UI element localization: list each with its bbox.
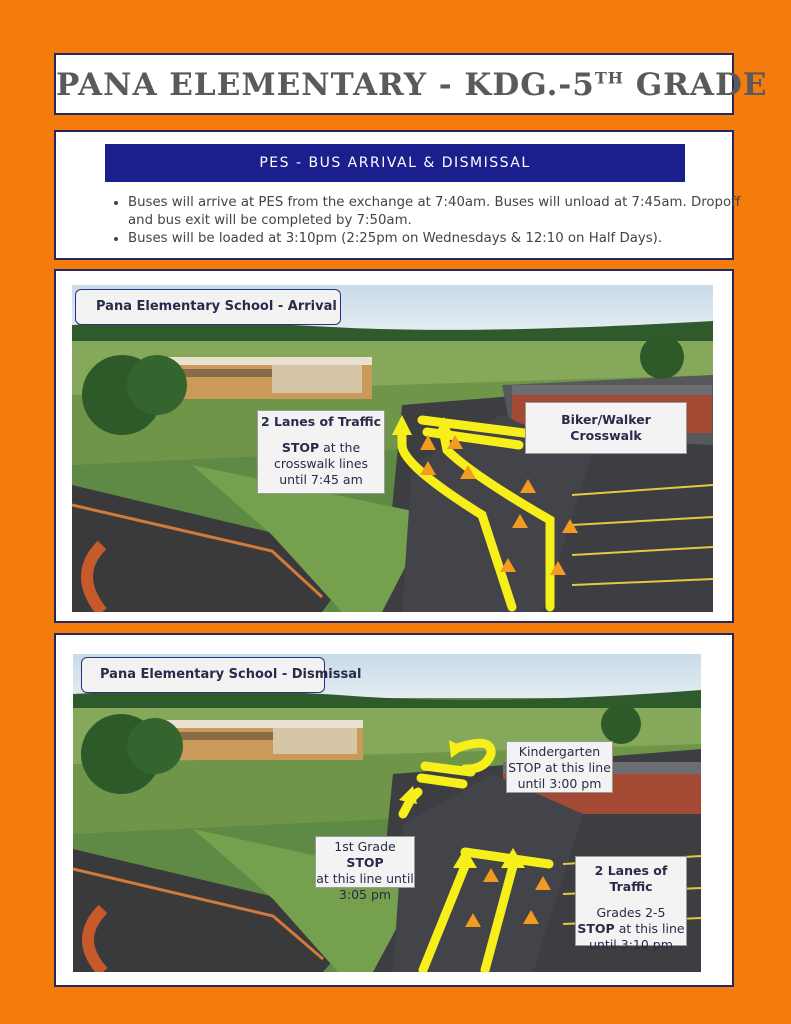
arrival-lanes-line1: 2 Lanes of Traffic [260, 414, 382, 429]
stop-word: STOP [281, 440, 320, 455]
kindergarten-line2: STOP at this line [508, 760, 611, 775]
arrival-panel [54, 269, 734, 623]
bus-notes [76, 194, 748, 248]
dismissal-lanes-line3a: at this line [614, 921, 685, 936]
arrival-lanes-line2b: crosswalk lines [273, 456, 369, 471]
title-panel [54, 53, 768, 115]
arrival-lanes-label [257, 410, 385, 494]
kindergarten-line1: Kindergarten [518, 744, 601, 759]
dismissal-tag: Pana Elementary School - Dismissal [81, 657, 325, 693]
bus-heading: PES - BUS ARRIVAL & DISMISSAL [105, 144, 685, 182]
dismissal-lanes-label [575, 856, 687, 952]
arrival-lanes-line2 [258, 440, 384, 456]
title-superscript: TH [594, 68, 624, 88]
arrival-lanes-line2a: at the [319, 440, 361, 455]
spacer [258, 430, 384, 440]
crosswalk-line1: Biker/Walker [561, 412, 651, 427]
arrival-lanes-line2c: until 7:45 am [279, 472, 363, 487]
first-grade-line1 [316, 839, 414, 871]
first-grade-line2: at this line until [316, 871, 414, 886]
first-grade-label [315, 836, 415, 902]
dismissal-lanes-line1: 2 Lanes of Traffic [594, 863, 668, 894]
dismissal-lanes-line4: until 3:10 pm [589, 937, 673, 952]
bus-note: • Buses will be loaded at 3:10pm (2:25pm on Wednesdays & 12:10 on Half Days). [128, 230, 748, 248]
first-grade-line1a: 1st Grade [334, 839, 396, 854]
dismissal-lanes-line2: Grades 2-5 [596, 905, 666, 920]
dismissal-lanes-line3 [576, 921, 686, 937]
stop-word: STOP [577, 921, 615, 936]
dismissal-panel [54, 633, 734, 987]
first-grade-line3: 3:05 pm [338, 887, 392, 902]
page-title [56, 67, 768, 103]
spacer [576, 895, 686, 905]
kindergarten-label [506, 741, 613, 793]
title-suffix: GRADE [623, 67, 768, 103]
crosswalk-label [525, 402, 687, 454]
stop-word: STOP [346, 855, 384, 870]
crosswalk-line2: Crosswalk [570, 428, 642, 443]
title-main: PANA ELEMENTARY - KDG.-5 [56, 67, 595, 103]
bus-note: • Buses will arrive at PES from the exchange at 7:40am. Buses will unload at 7:45am. Dropoff and bus exit will be completed by 7:50am. [128, 194, 748, 230]
bus-info-panel [54, 130, 741, 260]
arrival-tag: Pana Elementary School - Arrival [75, 289, 341, 325]
kindergarten-line3: until 3:00 pm [517, 776, 602, 791]
